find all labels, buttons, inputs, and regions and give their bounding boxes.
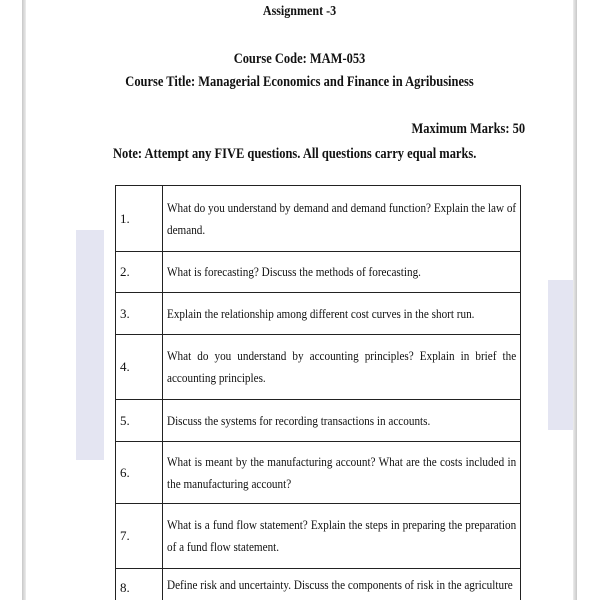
table-row <box>116 186 521 252</box>
question-number: 4. <box>116 335 163 400</box>
question-text: What is meant by the manufacturing account? What are the costs included in the manufacturing account? <box>163 442 521 504</box>
course-code: Course Code: MAM-053 <box>233 51 366 67</box>
question-text: Discuss the systems for recording transactions in accounts. <box>163 400 521 442</box>
question-number: 3. <box>116 293 163 335</box>
table-row <box>116 400 521 442</box>
question-text: Define risk and uncertainty. Discuss the components of risk in the agriculture <box>163 569 521 600</box>
instructions-note: Note: Attempt any FIVE questions. All questions carry equal marks. <box>113 146 477 162</box>
table-row <box>116 293 521 335</box>
table-row <box>116 504 521 569</box>
questions-table <box>115 185 521 600</box>
question-text: What do you understand by accounting principles? Explain in brief the accounting principles. <box>163 335 521 400</box>
document-page <box>26 0 573 600</box>
question-text: What is forecasting? Discuss the methods of forecasting. <box>163 252 521 293</box>
question-number: 6. <box>116 442 163 504</box>
question-text: What do you understand by demand and demand function? Explain the law of demand. <box>163 186 521 252</box>
assignment-heading: Assignment -3 <box>262 4 337 19</box>
question-number: 8. <box>116 569 163 600</box>
course-title: Course Title: Managerial Economics and Finance in Agribusiness <box>125 74 474 90</box>
question-number: 2. <box>116 252 163 293</box>
question-number: 7. <box>116 504 163 569</box>
page-right-edge <box>573 0 577 600</box>
maximum-marks: Maximum Marks: 50 <box>411 121 525 137</box>
table-row <box>116 335 521 400</box>
question-text: Explain the relationship among different cost curves in the short run. <box>163 293 521 335</box>
question-number: 1. <box>116 186 163 252</box>
question-text: What is a fund flow statement? Explain the steps in preparing the preparation of a fund flow statement. <box>163 504 521 569</box>
table-row <box>116 569 521 600</box>
question-number: 5. <box>116 400 163 442</box>
table-row <box>116 442 521 504</box>
table-row <box>116 252 521 293</box>
